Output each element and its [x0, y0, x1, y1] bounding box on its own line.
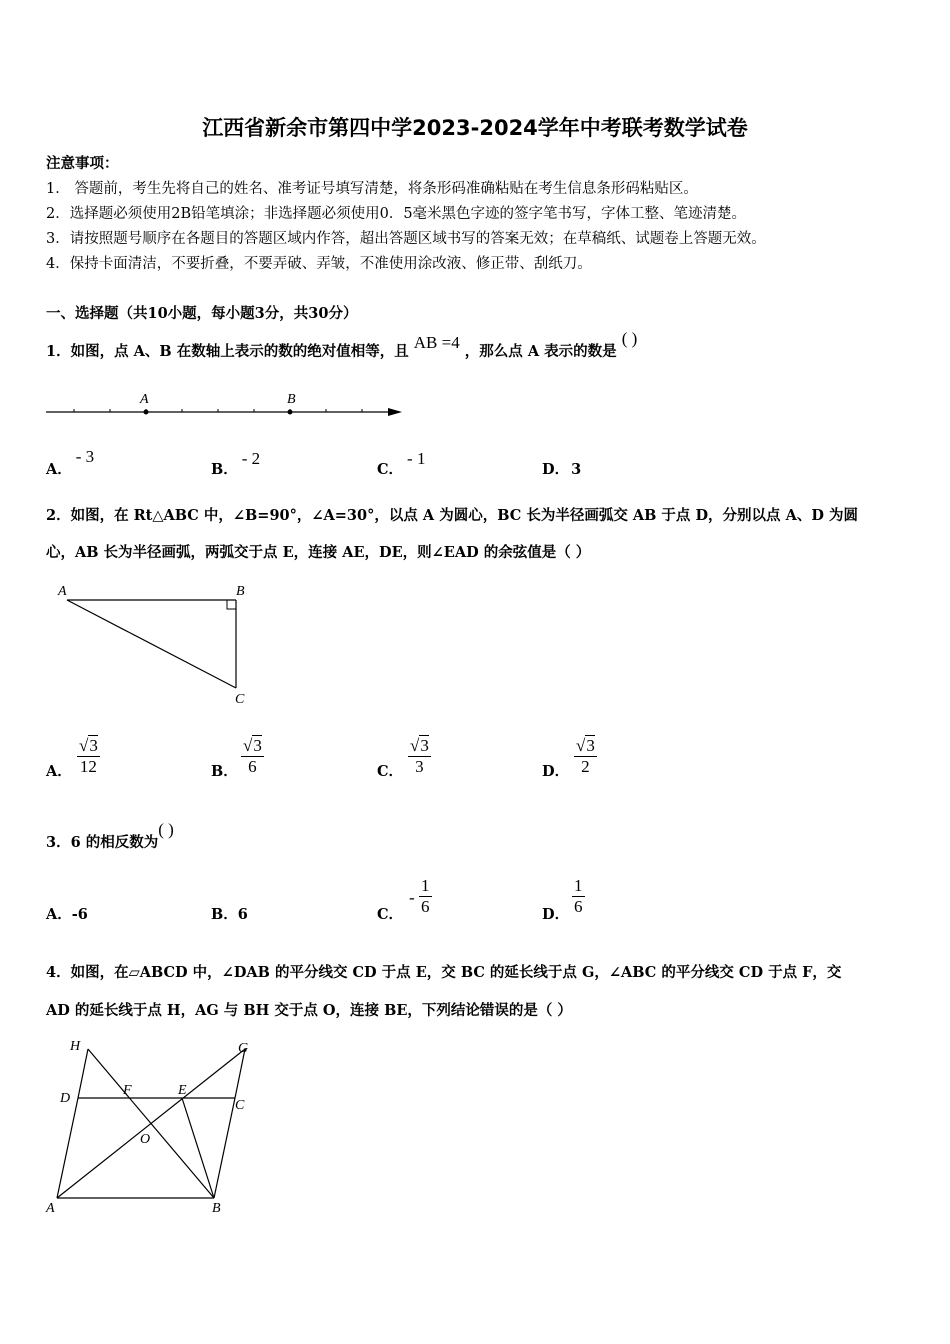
question-2-line-2: 心，AB 长为半径画弧，两弧交于点 E，连接 AE，DE，则∠EAD 的余弦值是（ ） — [46, 544, 591, 561]
label-c: C — [235, 1098, 245, 1113]
side-ad — [57, 1098, 78, 1198]
q1-option-c: C．- 1 — [377, 449, 426, 478]
q2-option-a-fraction: $\frac{√3}{12}$ — [79, 736, 98, 776]
label-h: H — [70, 1039, 81, 1054]
q1-option-b: B．- 2 — [211, 449, 261, 478]
point-b — [288, 410, 293, 415]
label-vertex-b: B — [236, 584, 245, 599]
q3-option-c-label: C． — [377, 906, 404, 923]
q1-text-b: ，那么点 A 表示的数是 — [464, 343, 617, 360]
section-heading: 一、选择题（共10小题，每小题3分，共30分） — [46, 305, 358, 322]
q2-option-a-label: A． — [46, 763, 72, 780]
point-a — [144, 410, 149, 415]
q1-formula: AB =4 — [413, 333, 460, 352]
label-point-a: A — [140, 392, 149, 407]
q1-answer-paren: ( ) — [621, 329, 638, 348]
line-be — [182, 1098, 214, 1198]
label-point-b: B — [287, 392, 296, 407]
q2-option-c-label: C． — [377, 763, 404, 780]
question-4-line-2: AD 的延长线于点 H，AG 与 BH 交于点 O，连接 BE，下列结论错误的是（ ） — [46, 1002, 572, 1019]
line-bh — [88, 1049, 214, 1198]
label-d: D — [60, 1091, 71, 1106]
side-ac — [67, 600, 236, 688]
right-angle-mark — [227, 600, 236, 609]
q3-option-c-fraction: $\frac{1}{6}$ — [421, 876, 430, 916]
q3-answer-paren: ( ) — [158, 820, 174, 839]
note-item-3: 3．请按照题号顺序在各题目的答题区域内作答，超出答题区域书写的答案无效；在草稿纸、试题卷上答题无效。 — [46, 231, 766, 247]
q3-option-a: A．-6 — [46, 906, 88, 923]
q3-option-d-label: D． — [542, 906, 570, 923]
label-a: A — [46, 1201, 55, 1216]
label-f: F — [123, 1083, 132, 1098]
q3-option-c-sign: - — [409, 888, 415, 907]
label-vertex-c: C — [235, 692, 245, 707]
note-item-2: 2．选择题必须使用2B铅笔填涂；非选择题必须使用0．5毫米黑色字迹的签字笔书写，字体工整、笔迹清楚。 — [46, 206, 747, 222]
question-4-line-1: 4．如图，在▱ABCD 中，∠DAB 的平分线交 CD 于点 E，交 BC 的延长线于点 G，∠ABC 的平分线交 CD 于点 F，交 — [46, 964, 842, 981]
note-item-1: 1． 答题前，考生先将自己的姓名、准考证号填写清楚，将条形码准确粘贴在考生信息条形码粘贴区。 — [46, 181, 698, 197]
q1-text-a: 1．如图，点 A、B 在数轴上表示的数的绝对值相等，且 — [46, 343, 409, 360]
q1-option-a: A．- 3 — [46, 447, 95, 478]
q1-option-d: D． 3 — [542, 461, 582, 478]
label-vertex-a: A — [58, 584, 67, 599]
extension-dh — [78, 1049, 88, 1098]
question-1 — [46, 329, 638, 361]
parallelogram-figure — [40, 1036, 270, 1222]
label-o: O — [140, 1132, 151, 1147]
q3-option-b: B．6 — [211, 906, 248, 923]
q2-option-b-label: B． — [211, 763, 238, 780]
question-2-line-1: 2．如图，在 Rt△ABC 中，∠B=90°，∠A=30°，以点 A 为圆心，BC 长为半径画弧交 AB 于点 D，分别以点 A、D 为圆 — [46, 507, 858, 524]
label-e: E — [178, 1083, 187, 1098]
triangle-figure — [50, 578, 260, 708]
notes-heading: 注意事项： — [46, 155, 119, 172]
q2-option-d-fraction: $\frac{√3}{2}$ — [576, 736, 595, 776]
q3-option-d-fraction: $\frac{1}{6}$ — [574, 876, 583, 916]
number-line-arrow — [388, 408, 402, 416]
q2-option-d-label: D． — [542, 763, 570, 780]
q2-option-b-fraction: $\frac{√3}{6}$ — [243, 736, 262, 776]
q2-option-c-fraction: $\frac{√3}{3}$ — [410, 736, 429, 776]
question-3: 3．6 的相反数为( ) — [46, 820, 174, 851]
number-line-figure — [40, 388, 410, 424]
page-title: 江西省新余市第四中学2023-2024学年中考联考数学试卷 — [202, 116, 748, 140]
side-bc — [214, 1098, 235, 1198]
note-item-4: 4．保持卡面清洁，不要折叠，不要弄破、弄皱，不准使用涂改液、修正带、刮纸刀。 — [46, 256, 592, 272]
label-g: G — [238, 1041, 249, 1056]
label-b: B — [212, 1201, 221, 1216]
